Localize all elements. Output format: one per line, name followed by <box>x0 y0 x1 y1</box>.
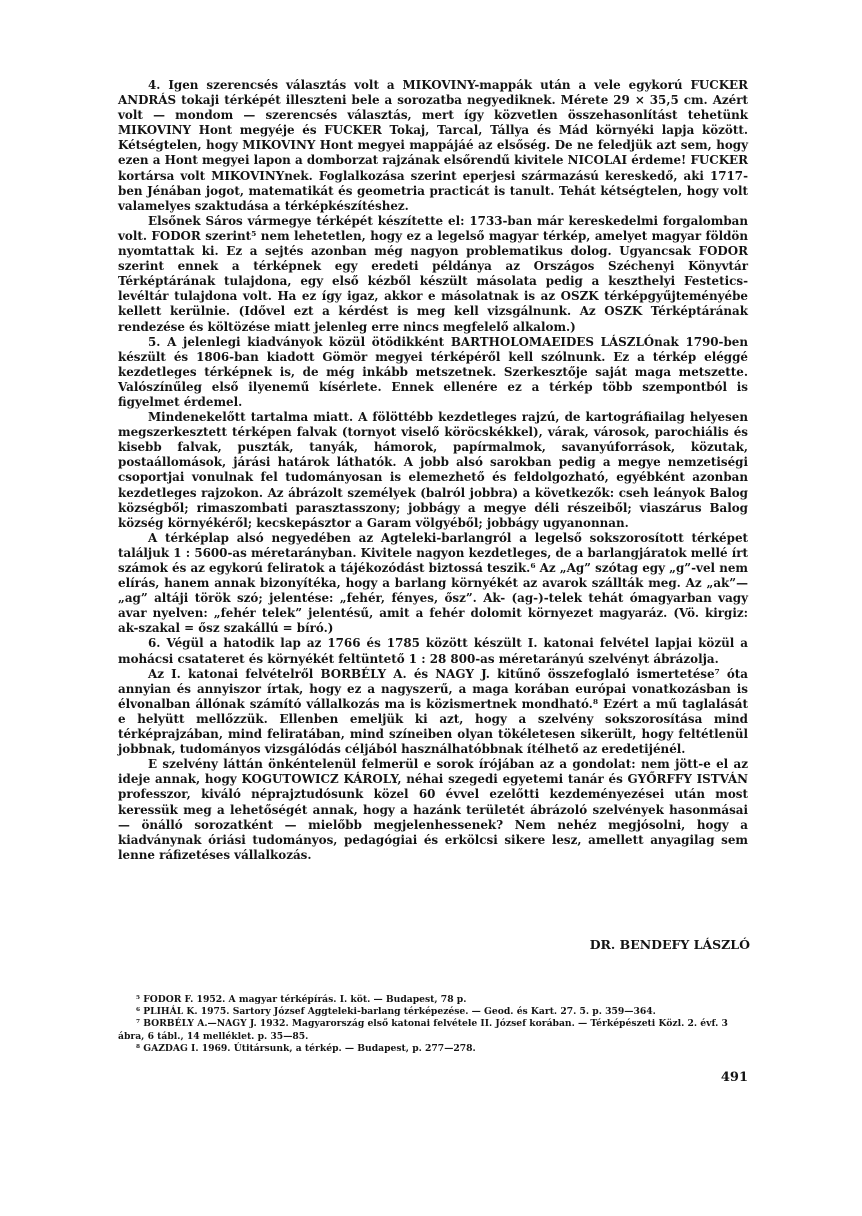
body-text <box>118 78 748 863</box>
paragraph-3: 5. A jelenlegi kiadványok közül ötödikként BARTHOLOMAEIDES LÁSZLÓnak 1790-ben készült és 1806-ban kiadott Gömör megyei térképéről kell szólnunk. Ez a térkép eléggé kezdetleges térképnek is, de még inkább metszetnek. Szerkesztője saját maga metszette. Valószínűleg első ilyenemű kísérlete. Ennek ellenére ez a térkép több szempontból is figyelmet érdemel. <box>118 334 748 409</box>
footnotes <box>118 994 750 1055</box>
author-signature: DR. BENDEFY LÁSZLÓ <box>589 937 750 952</box>
paragraph-5: A térképlap alsó negyedében az Agteleki-barlangról a legelső sokszorosított térképet találjuk 1 : 5600-as méretarányban. Kivitele nagyon kezdetleges, de a barlangjáratok mellé írt számok és az egykorú feliratok a tájékozódást biztossá teszik.⁶ Az „Ag” szótag egy „g”-vel nem elírás, hanem annak bizonyítéka, hogy a barlang környékét az avarok szállták meg. Az „ak”—„ag” altáji török szó; jelentése: „fehér, fényes, ősz”. Ak- (ag-)-telek tehát ómagyarban vagy avar nyelven: „fehér telek” jelentésű, amit a fehér dolomit környezet magyaráz. (Vö. kirgiz: ak-szakal = ősz szakállú = bíró.) <box>118 530 748 636</box>
paragraph-2: Elsőnek Sáros vármegye térképét készítette el: 1733-ban már kereskedelmi forgalomban volt. FODOR szerint⁵ nem lehetetlen, hogy ez a legelső magyar térkép, amelyet magyar földön nyomtattak ki. Ez a sejtés azonban még nagyon problematikus dolog. Ugyancsak FODOR szerint ennek a térképnek egy eredeti példánya az Országos Széchenyi Könyvtár Térképtárának tulajdona, egy első kézből készült másolata pedig a keszthelyi Festetics-levéltár tulajdona volt. Ha ez így igaz, akkor e másolatnak is az OSZK térképgyűjteményébe kellett kerülnie. (Idővel ezt a kérdést is meg kell vizsgálnunk. Az OSZK Térképtárának rendezése és költözése miatt jelenleg erre nincs megfelelő alkalom.) <box>118 213 748 334</box>
page-number: 491 <box>720 1070 748 1085</box>
footnote-6: ⁶ PLIHÁL K. 1975. Sartory József Aggteleki-barlang térképezése. — Geod. és Kart. 27. 5. p. 359—364. <box>136 1006 656 1018</box>
paragraph-4: Mindenekelőtt tartalma miatt. A fölöttébb kezdetleges rajzú, de kartográfiailag helyesen megszerkesztett térképen falvak (tornyot viselő köröcskékkel), várak, városok, parochiális és kisebb falvak, puszták, tanyák, hámorok, papírmalmok, savanyúforrások, közutak, postaállomások, járási határok láthatók. A jobb alsó sarokban pedig a megye nemzetiségi csoportjai vonulnak fel tudományosan is elemezhető és feldolgozható, egyébként azonban kezdetleges rajzokon. Az ábrázolt személyek (balról jobbra) a következők: cseh leányok Balog községből; rimaszombati parasztasszony; jobbágy a megye déli részeiből; viaszárus Balog község környékéről; kecskepásztor a Garam völgyéből; jobbágy ugyanonnan. <box>118 410 748 530</box>
paragraph-8: E szelvény láttán önkéntelenül felmerül e sorok írójában az a gondolat: nem jött-e el az ideje annak, hogy KOGUTOWICZ KÁROLY, néhai szegedi egyetemi tanár és GYŐRFFY ISTVÁN professzor, kiváló néprajztudósunk közel 60 évvel ezelőtti kezdeményezései után most keressük meg a lehetőségét annak, hogy a hazánk területét ábrázoló szelvények hasonmásai — önálló sorozatként — mielőbb megjelenhessenek? Nem nehéz megjósolni, hogy a kiadványnak óriási tudományos, pedagógiai és erkölcsi sikere lesz, amellett anyagilag sem lenne ráfizetéses vállalkozás. <box>118 757 748 862</box>
paragraph-1: 4. Igen szerencsés választás volt a MIKOVINY-mappák után a vele egykorú FUCKER ANDRÁS tokaji térképét illeszteni bele a sorozatba negyediknek. Mérete 29 × 35,5 cm. Azért volt — mondom — szerencsés választás, mert így közvetlen összehasonlítást tehetünk MIKOVINY Hont megyéje és FUCKER Tokaj, Tarcal, Tállya és Mád környéki lapja között. Kétségtelen, hogy MIKOVINY Hont megyei mappájáé az elsőség. De ne feledjük azt sem, hogy ezen a Hont megyei lapon a domborzat rajzának elsőrendű kivitele NICOLAI érdeme! FUCKER kortársa volt MIKOVINYnek. Foglalkozása szerint eperjesi származású kereskedő, aki 1717-ben Jénában jogot, matematikát és geometria practicát is tanult. Tehát kétségtelen, hogy volt valamelyes szaktudása a térképkészítéshez. <box>118 78 748 213</box>
footnote-7: ⁷ BORBÉLY A.—NAGY J. 1932. Magyarország első katonai felvétele II. József korában. — Térképészeti Közl. 2. évf. 3 ábra, 6 tábl., 14 melléklet. p. 35—85. <box>118 1018 728 1042</box>
paragraph-6: 6. Végül a hatodik lap az 1766 és 1785 között készült I. katonai felvétel lapjai közül a mohácsi csatateret és környékét feltüntető 1 : 28 800-as méretarányú szelvényt ábrázolja. <box>118 636 748 666</box>
footnote-8: ⁸ GAZDAG I. 1969. Útitársunk, a térkép. — Budapest, p. 277—278. <box>136 1042 476 1054</box>
paragraph-7: Az I. katonai felvételről BORBÉLY A. és NAGY J. kitűnő összefoglaló ismertetése⁷ óta annyian és annyiszor írtak, hogy ez a nagyszerű, a maga korában európai vonatkozásban is élvonalban állónak számító vállalkozás ma is közismertnek mondható.⁸ Ezért a mű taglalását e helyütt mellőzzük. Ellenben emeljük ki azt, hogy a szelvény sokszorosítása mind térképrajzában, mind feliratában, mind színeiben olyan tökéletesen sikerült, hogy feltétlenül jobbnak, tudományos vizsgálódás céljából használhatóbbnak ítélhető az eredetijénél. <box>118 666 748 757</box>
footnote-5: ⁵ FODOR F. 1952. A magyar térképírás. I. köt. — Budapest, 78 p. <box>136 994 467 1005</box>
